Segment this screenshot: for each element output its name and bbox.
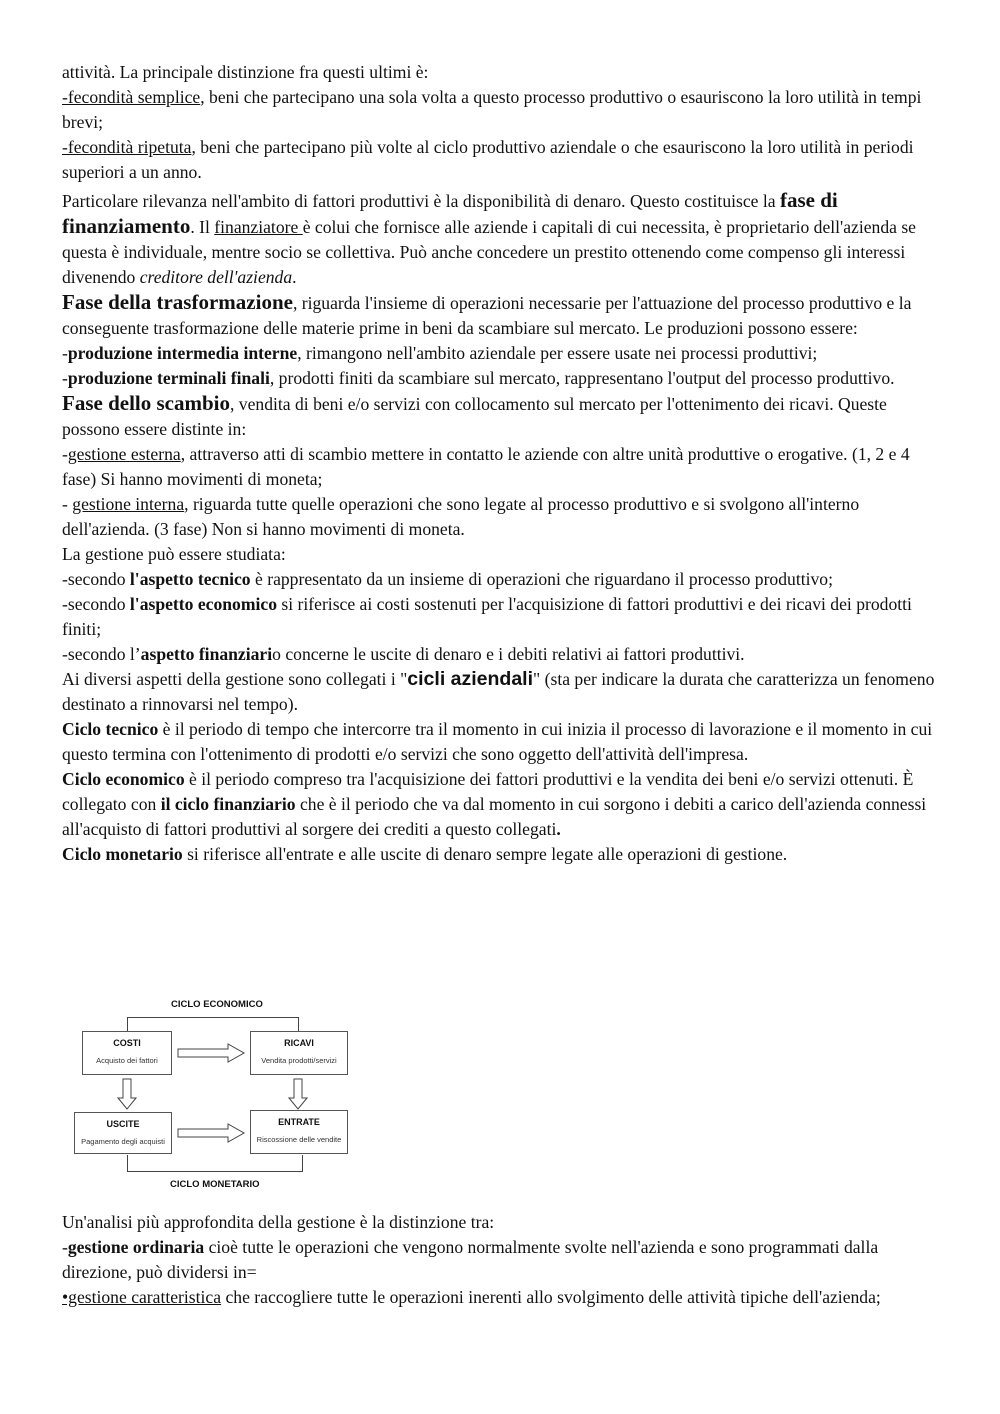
bold-term: Ciclo monetario	[62, 844, 183, 864]
underlined-term: •gestione caratteristica	[62, 1287, 222, 1307]
bold-term: gestione ordinaria	[67, 1237, 205, 1257]
paragraph	[62, 1285, 947, 1310]
bold-term: produzione terminali finali	[67, 368, 270, 388]
bold-term: Ciclo economico	[62, 769, 185, 789]
text: o concerne le uscite di denaro e i debiti relativi ai fattori produttivi.	[272, 644, 745, 664]
text: Un'analisi più approfondita della gestione è la distinzione tra:	[62, 1212, 495, 1232]
bold-term: Fase della trasformazione	[62, 290, 293, 314]
box-subtitle: Riscossione delle vendite	[256, 1135, 342, 1144]
underlined-term: gestione interna	[72, 494, 185, 514]
connector-line	[302, 1155, 303, 1171]
paragraph	[62, 341, 947, 366]
text: è il periodo compreso tra l'acquisizione dei fattori produttivi e la vendita dei beni e/o servizi ottenuti. È collegato con	[62, 769, 914, 814]
text: cioè tutte le operazioni che vengono normalmente svolte nell'azienda e sono programmati dalla direzione, può dividersi in=	[62, 1237, 879, 1282]
text: -	[62, 494, 73, 514]
paragraph	[62, 717, 947, 767]
underlined-term: -fecondità ripetuta	[62, 137, 192, 157]
paragraph	[62, 442, 947, 492]
text: , riguarda tutte quelle operazioni che sono legate al processo produttivo e si svolgono all'interno dell'azienda. (3 fase) Non si hanno movimenti di moneta.	[62, 494, 860, 539]
uscite-box	[74, 1112, 172, 1154]
text: , prodotti finiti da scambiare sul mercato, rappresentano l'output del processo produttivo.	[269, 368, 895, 388]
bold-term: fase di finanziamento	[62, 188, 838, 238]
box-title: USCITE	[106, 1119, 140, 1129]
text: che raccogliere tutte le operazioni inerenti allo svolgimento delle attività tipiche dell'azienda;	[221, 1287, 881, 1307]
text: -secondo	[62, 594, 130, 614]
right-arrow-icon	[176, 1123, 248, 1143]
paragraph	[62, 567, 947, 592]
paragraph	[62, 542, 947, 567]
paragraph	[62, 135, 947, 185]
paragraph	[62, 842, 947, 867]
underlined-term: -fecondità semplice	[62, 87, 201, 107]
paragraph	[62, 290, 947, 341]
text: è rappresentato da un insieme di operazioni che riguardano il processo produttivo;	[250, 569, 833, 589]
connector-line	[127, 1017, 128, 1031]
connector-line	[298, 1017, 299, 1031]
paragraph	[62, 1210, 947, 1235]
text: -secondo	[62, 569, 130, 589]
bold-term: l'aspetto tecnico	[129, 569, 251, 589]
text: , riguarda l'insieme di operazioni necessarie per l'attuazione del processo produttivo e la conseguente trasformazione delle materie prime in beni da scambiare sul mercato. Le produzioni possono essere:	[62, 293, 912, 338]
connector-line	[127, 1171, 303, 1172]
underlined-term: gestione esterna	[67, 444, 181, 464]
box-subtitle: Vendita prodotti/servizi	[261, 1056, 337, 1065]
paragraph	[62, 1235, 947, 1285]
connector-line	[127, 1155, 128, 1171]
bold-term: Ciclo tecnico	[62, 719, 159, 739]
paragraph	[62, 391, 947, 442]
text: si riferisce ai costi sostenuti per l'acquisizione di fattori produttivi e dei ricavi dei prodotti finiti;	[62, 594, 912, 639]
paragraph	[62, 592, 947, 642]
paragraph	[62, 767, 947, 842]
box-subtitle: Pagamento degli acquisti	[81, 1137, 165, 1146]
text: " (sta per indicare la durata che caratterizza un fenomeno destinato a rinnovarsi nel tempo).	[62, 669, 935, 714]
text: è colui che fornisce alle aziende i capitali di cui necessita, è proprietario dell'azienda se questa è individuale, mentre socio se collettiva. Può anche concedere un prestito ottenendo come compenso gli interessi divenendo	[62, 217, 916, 287]
document-page-continued	[62, 1210, 947, 1310]
text: -	[62, 368, 68, 388]
paragraph	[62, 366, 947, 391]
text: La gestione può essere studiata:	[62, 544, 286, 564]
text: .	[292, 267, 297, 287]
italic-term: creditore dell'azienda	[139, 267, 293, 287]
text: .	[556, 819, 561, 839]
entrate-box	[250, 1110, 348, 1154]
bold-term: Fase dello scambio	[62, 391, 230, 415]
connector-line	[127, 1017, 299, 1018]
paragraph	[62, 85, 947, 135]
text: -	[62, 343, 68, 363]
text: , beni che partecipano una sola volta a questo processo produttivo o esauriscono la loro utilità in tempi brevi;	[62, 87, 922, 132]
text: . Il	[190, 217, 215, 237]
down-arrow-icon	[288, 1078, 308, 1110]
ciclo-economico-label: CICLO ECONOMICO	[171, 999, 263, 1010]
text: -	[62, 444, 68, 464]
costi-box	[82, 1031, 172, 1075]
text: , rimangono nell'ambito aziendale per essere usate nei processi produttivi;	[297, 343, 818, 363]
ricavi-box	[250, 1031, 348, 1075]
text: si riferisce all'entrate e alle uscite di denaro sempre legate alle operazioni di gestione.	[182, 844, 788, 864]
underlined-term: finanziatore	[214, 217, 303, 237]
text: -secondo l’	[62, 644, 141, 664]
text: attività. La principale distinzione fra questi ultimi è:	[62, 62, 429, 82]
bold-term: aspetto finanziari	[140, 644, 273, 664]
paragraph	[62, 492, 947, 542]
text: , vendita di beni e/o servizi con collocamento sul mercato per l'ottenimento dei ricavi. Queste possono essere distinte in:	[62, 394, 887, 439]
text: Particolare rilevanza nell'ambito di fattori produttivi è la disponibilità di denaro. Questo costituisce la	[62, 191, 780, 211]
down-arrow-icon	[117, 1078, 137, 1110]
box-title: ENTRATE	[278, 1117, 320, 1127]
cycle-diagram	[74, 995, 364, 1195]
right-arrow-icon	[176, 1043, 248, 1063]
bold-term: cicli aziendali	[407, 668, 534, 690]
box-title: RICAVI	[284, 1038, 314, 1048]
text: , beni che partecipano più volte al ciclo produttivo aziendale o che esauriscono la loro utilità in periodi superiori a un anno.	[62, 137, 914, 182]
bold-term: il ciclo finanziario	[160, 794, 296, 814]
document-page	[62, 60, 947, 867]
text: -	[62, 1237, 68, 1257]
bold-term: produzione intermedia interne	[67, 343, 298, 363]
paragraph	[62, 60, 947, 85]
text: che è il periodo che va dal momento in cui sorgono i debiti a carico dell'azienda connessi all'acquisto di fattori produttivi al sorgere dei crediti a questo collegati	[62, 794, 927, 839]
bold-term: l'aspetto economico	[129, 594, 277, 614]
box-title: COSTI	[113, 1038, 141, 1048]
paragraph	[62, 642, 947, 667]
ciclo-monetario-label: CICLO MONETARIO	[170, 1179, 260, 1190]
paragraph	[62, 667, 947, 717]
paragraph	[62, 188, 947, 290]
text: Ai diversi aspetti della gestione sono collegati i "	[62, 669, 408, 689]
text: è il periodo di tempo che intercorre tra il momento in cui inizia il processo di lavorazione e il momento in cui questo termina con l'ottenimento di prodotti e/o servizi che sono oggetto dell'attività dell'impresa.	[62, 719, 933, 764]
box-subtitle: Acquisto dei fattori	[96, 1056, 158, 1065]
text: , attraverso atti di scambio mettere in contatto le aziende con altre unità produttive o erogative. (1, 2 e 4 fase) Si hanno movimenti di moneta;	[62, 444, 910, 489]
